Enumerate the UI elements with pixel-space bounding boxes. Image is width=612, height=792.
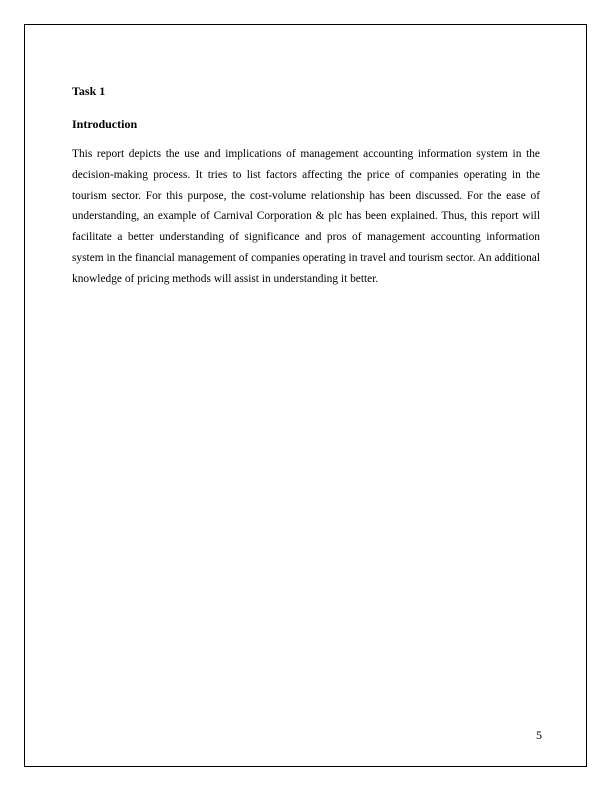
section-heading: Introduction [72,117,138,131]
task-heading: Task 1 [72,84,106,98]
introduction-paragraph: This report depicts the use and implications of management accounting information system in the decision-making process. It tries to list factors affecting the price of companies operating in the tourism sector. For this purpose, the cost-volume relationship has been discussed. For the ease of understanding, an example of Carnival Corporation & plc has been explained. Thus, this report will facilitate a better understanding of significance and pros of management accounting information system in the financial management of companies operating in travel and tourism sector. An additional knowledge of pricing methods will assist in understanding it better. [72,148,540,285]
page-number: 5 [536,728,542,742]
page-content [72,82,540,290]
